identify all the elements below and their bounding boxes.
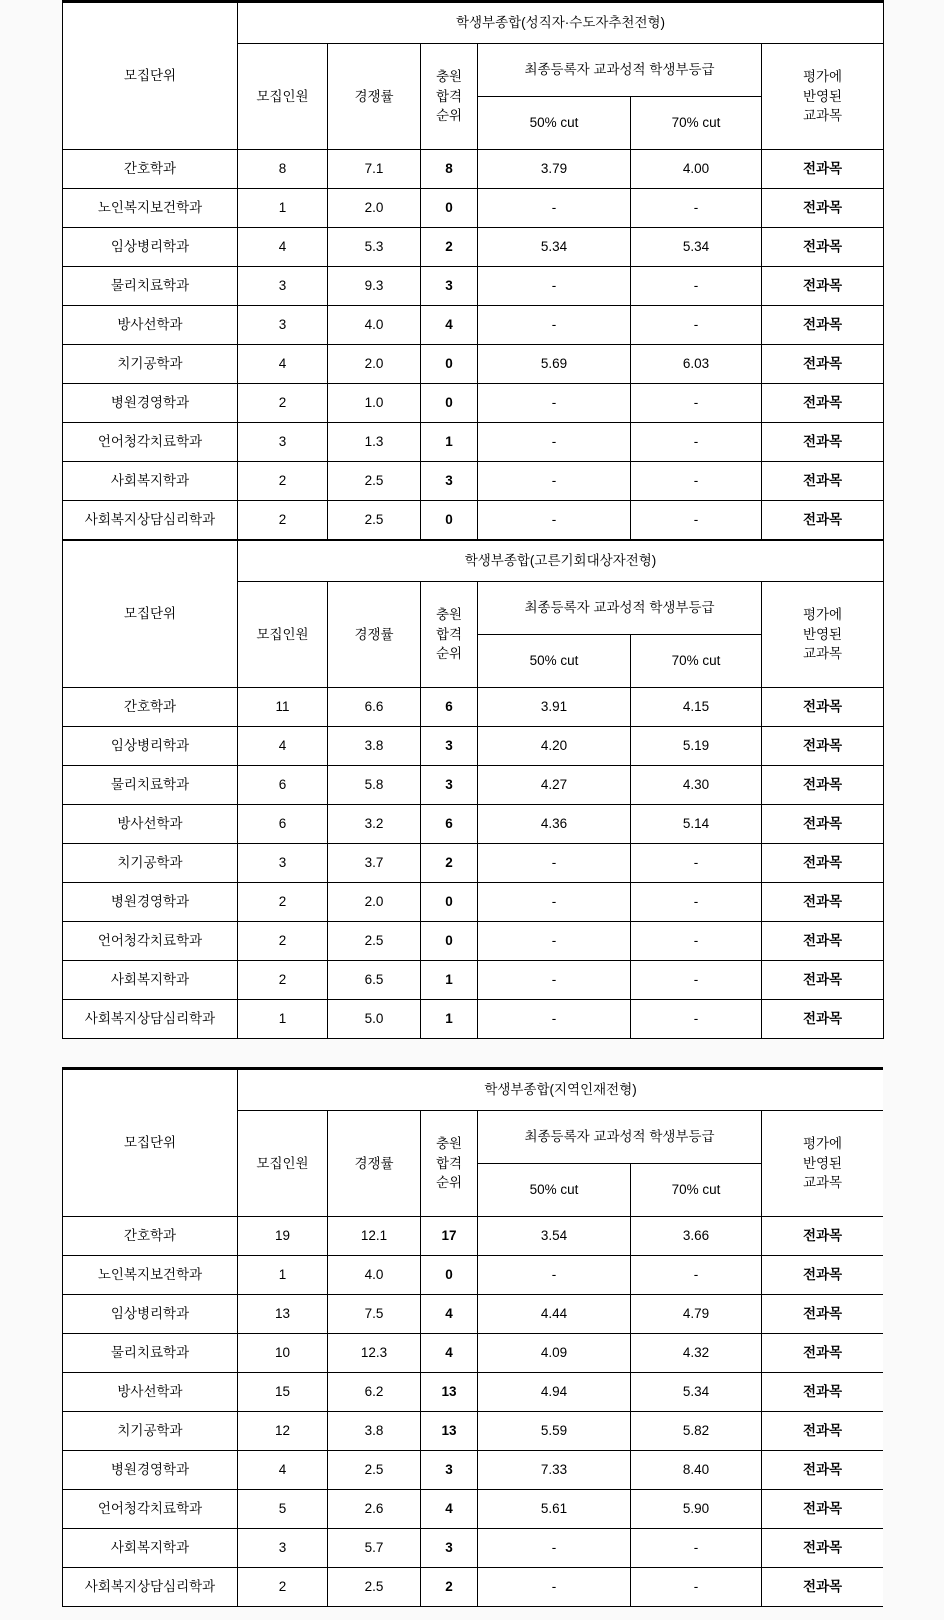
header-cut50: 50% cut (478, 97, 631, 150)
cell-cut70: 5.14 (631, 805, 762, 844)
table-body-2 (63, 688, 884, 1039)
cell-cut50: - (478, 267, 631, 306)
table-row (63, 1490, 884, 1529)
cell-subject: 전과목 (762, 1000, 884, 1039)
cell-subject: 전과목 (762, 1529, 884, 1568)
cell-rank: 13 (421, 1373, 478, 1412)
header-unit: 모집단위 (63, 1069, 238, 1217)
cell-cut50: - (478, 961, 631, 1000)
header-ratio: 경쟁률 (328, 1111, 421, 1217)
cell-rank: 6 (421, 805, 478, 844)
cell-quota: 4 (238, 727, 328, 766)
cell-department: 병원경영학과 (63, 883, 238, 922)
cell-department: 언어청각치료학과 (63, 1490, 238, 1529)
cell-cut50: - (478, 462, 631, 501)
cell-cut70: - (631, 267, 762, 306)
cell-cut70: 3.66 (631, 1217, 762, 1256)
cell-rank: 2 (421, 844, 478, 883)
cell-quota: 3 (238, 844, 328, 883)
cell-department: 언어청각치료학과 (63, 922, 238, 961)
table-row (63, 189, 884, 228)
header-quota: 모집인원 (238, 44, 328, 150)
header-rank (421, 582, 478, 688)
cell-cut70: 5.19 (631, 727, 762, 766)
cell-cut70: - (631, 883, 762, 922)
cell-cut70: 6.03 (631, 345, 762, 384)
cell-ratio: 12.1 (328, 1217, 421, 1256)
cell-quota: 1 (238, 189, 328, 228)
table-row (63, 1412, 884, 1451)
cell-cut50: - (478, 306, 631, 345)
cell-cut70: 4.79 (631, 1295, 762, 1334)
cell-department: 물리치료학과 (63, 267, 238, 306)
cell-department: 사회복지상담심리학과 (63, 1568, 238, 1607)
cell-rank: 8 (421, 150, 478, 189)
cell-subject: 전과목 (762, 423, 884, 462)
cell-quota: 2 (238, 462, 328, 501)
cell-quota: 2 (238, 384, 328, 423)
cell-ratio: 2.0 (328, 189, 421, 228)
header-rank-line2: 합격 (435, 1155, 463, 1171)
cell-rank: 1 (421, 1000, 478, 1039)
cell-rank: 0 (421, 501, 478, 540)
table-row (63, 267, 884, 306)
cell-ratio: 3.8 (328, 1412, 421, 1451)
cell-rank: 0 (421, 345, 478, 384)
header-subject (762, 1111, 884, 1217)
cell-department: 임상병리학과 (63, 727, 238, 766)
cell-subject: 전과목 (762, 501, 884, 540)
cell-department: 물리치료학과 (63, 766, 238, 805)
cell-subject: 전과목 (762, 805, 884, 844)
cell-quota: 2 (238, 961, 328, 1000)
header-unit: 모집단위 (63, 541, 238, 688)
table-row (63, 961, 884, 1000)
cell-subject: 전과목 (762, 228, 884, 267)
table-row (63, 1451, 884, 1490)
cell-ratio: 3.7 (328, 844, 421, 883)
table-body-1 (63, 150, 884, 540)
header-rank-line3: 순위 (435, 108, 463, 124)
cell-ratio: 1.0 (328, 384, 421, 423)
cell-rank: 3 (421, 462, 478, 501)
header-rank-line1: 충원 (435, 1136, 463, 1152)
cell-cut70: - (631, 1529, 762, 1568)
cell-subject: 전과목 (762, 766, 884, 805)
cell-department: 방사선학과 (63, 805, 238, 844)
cell-ratio: 5.7 (328, 1529, 421, 1568)
cell-cut50: - (478, 1000, 631, 1039)
header-admission-type: 학생부종합(성직자·수도자추천전형) (238, 2, 884, 44)
cell-subject: 전과목 (762, 384, 884, 423)
cell-department: 방사선학과 (63, 1373, 238, 1412)
cell-subject: 전과목 (762, 306, 884, 345)
cell-department: 병원경영학과 (63, 1451, 238, 1490)
cell-department: 치기공학과 (63, 1412, 238, 1451)
cell-subject: 전과목 (762, 961, 884, 1000)
cell-rank: 0 (421, 189, 478, 228)
cell-cut70: - (631, 462, 762, 501)
cell-cut70: 4.30 (631, 766, 762, 805)
cell-ratio: 7.1 (328, 150, 421, 189)
cell-cut50: - (478, 883, 631, 922)
header-admission-type: 학생부종합(지역인재전형) (238, 1069, 884, 1111)
cell-cut70: - (631, 423, 762, 462)
cell-cut50: 4.27 (478, 766, 631, 805)
cell-ratio: 2.5 (328, 1451, 421, 1490)
cell-department: 사회복지학과 (63, 961, 238, 1000)
cell-quota: 4 (238, 345, 328, 384)
cell-cut70: 4.32 (631, 1334, 762, 1373)
table-row (63, 345, 884, 384)
header-subject-line3: 교과목 (802, 646, 843, 662)
cell-subject: 전과목 (762, 1334, 884, 1373)
cell-rank: 2 (421, 228, 478, 267)
header-rank-line3: 순위 (435, 646, 463, 662)
header-quota: 모집인원 (238, 582, 328, 688)
cell-quota: 15 (238, 1373, 328, 1412)
table-row (63, 1217, 884, 1256)
cell-cut50: 5.69 (478, 345, 631, 384)
cell-rank: 3 (421, 267, 478, 306)
cell-ratio: 2.6 (328, 1490, 421, 1529)
cell-cut50: 4.09 (478, 1334, 631, 1373)
table-row (63, 1529, 884, 1568)
header-rank (421, 1111, 478, 1217)
table-row (63, 844, 884, 883)
cell-quota: 5 (238, 1490, 328, 1529)
table-row (63, 384, 884, 423)
table-row (63, 727, 884, 766)
header-subject-line2: 반영된 (802, 626, 843, 642)
cell-ratio: 12.3 (328, 1334, 421, 1373)
cell-ratio: 3.8 (328, 727, 421, 766)
cell-cut50: 3.54 (478, 1217, 631, 1256)
cell-cut50: 4.36 (478, 805, 631, 844)
cell-ratio: 6.6 (328, 688, 421, 727)
cell-quota: 4 (238, 1451, 328, 1490)
cell-cut50: - (478, 384, 631, 423)
cell-quota: 3 (238, 267, 328, 306)
cell-quota: 10 (238, 1334, 328, 1373)
cell-cut50: - (478, 1256, 631, 1295)
cell-department: 방사선학과 (63, 306, 238, 345)
header-subject (762, 582, 884, 688)
table-row (63, 1334, 884, 1373)
cell-department: 노인복지보건학과 (63, 1256, 238, 1295)
table-spacer (62, 1039, 883, 1067)
header-grade-group: 최종등록자 교과성적 학생부등급 (478, 582, 762, 635)
cell-department: 임상병리학과 (63, 1295, 238, 1334)
header-subject (762, 44, 884, 150)
cell-rank: 4 (421, 1295, 478, 1334)
table-row (63, 462, 884, 501)
header-admission-type: 학생부종합(고른기회대상자전형) (238, 541, 884, 582)
cell-cut50: 4.44 (478, 1295, 631, 1334)
cell-cut50: 5.34 (478, 228, 631, 267)
cell-rank: 0 (421, 922, 478, 961)
table-header-row-title (63, 1069, 884, 1111)
cell-department: 간호학과 (63, 1217, 238, 1256)
cell-ratio: 2.0 (328, 883, 421, 922)
cell-cut70: 4.00 (631, 150, 762, 189)
cell-department: 치기공학과 (63, 844, 238, 883)
cell-cut70: - (631, 384, 762, 423)
admissions-table-3-wrapper (62, 1067, 883, 1607)
cell-rank: 0 (421, 384, 478, 423)
cell-quota: 1 (238, 1000, 328, 1039)
cell-quota: 11 (238, 688, 328, 727)
table-row (63, 1256, 884, 1295)
header-cut70: 70% cut (631, 1164, 762, 1217)
cell-subject: 전과목 (762, 1412, 884, 1451)
header-subject-line2: 반영된 (802, 1155, 843, 1171)
cell-subject: 전과목 (762, 844, 884, 883)
cell-subject: 전과목 (762, 883, 884, 922)
cell-department: 사회복지학과 (63, 462, 238, 501)
table-row (63, 1568, 884, 1607)
cell-cut50: 3.79 (478, 150, 631, 189)
cell-quota: 2 (238, 501, 328, 540)
header-rank-line2: 합격 (435, 626, 463, 642)
cell-ratio: 2.5 (328, 462, 421, 501)
cell-cut50: 5.61 (478, 1490, 631, 1529)
table-header-row-title (63, 2, 884, 44)
cell-ratio: 1.3 (328, 423, 421, 462)
table-row (63, 766, 884, 805)
table-header-row-title (63, 541, 884, 582)
cell-department: 물리치료학과 (63, 1334, 238, 1373)
cell-quota: 6 (238, 766, 328, 805)
cell-quota: 3 (238, 306, 328, 345)
cell-cut50: - (478, 1529, 631, 1568)
cell-cut70: - (631, 1568, 762, 1607)
cell-cut70: - (631, 844, 762, 883)
cell-ratio: 2.0 (328, 345, 421, 384)
header-cut50: 50% cut (478, 635, 631, 688)
cell-quota: 1 (238, 1256, 328, 1295)
cell-cut70: 5.82 (631, 1412, 762, 1451)
header-rank-line2: 합격 (435, 88, 463, 104)
cell-rank: 1 (421, 423, 478, 462)
cell-cut50: - (478, 189, 631, 228)
cell-rank: 13 (421, 1412, 478, 1451)
cell-cut70: - (631, 1000, 762, 1039)
cell-cut70: - (631, 306, 762, 345)
cell-ratio: 2.5 (328, 501, 421, 540)
table-row (63, 423, 884, 462)
table-row (63, 228, 884, 267)
header-subject-line2: 반영된 (802, 88, 843, 104)
cell-cut50: 5.59 (478, 1412, 631, 1451)
table-row (63, 883, 884, 922)
cell-cut50: - (478, 423, 631, 462)
cell-quota: 19 (238, 1217, 328, 1256)
header-subject-line1: 평가에 (802, 69, 843, 85)
cell-cut70: 4.15 (631, 688, 762, 727)
cell-cut50: 7.33 (478, 1451, 631, 1490)
cell-subject: 전과목 (762, 1373, 884, 1412)
cell-cut70: 5.34 (631, 1373, 762, 1412)
cell-subject: 전과목 (762, 727, 884, 766)
cell-department: 노인복지보건학과 (63, 189, 238, 228)
cell-subject: 전과목 (762, 1490, 884, 1529)
header-cut50: 50% cut (478, 1164, 631, 1217)
header-subject-line3: 교과목 (802, 108, 843, 124)
cell-quota: 3 (238, 423, 328, 462)
table-row (63, 501, 884, 540)
cell-department: 사회복지상담심리학과 (63, 1000, 238, 1039)
header-rank-line1: 충원 (435, 69, 463, 85)
header-ratio: 경쟁률 (328, 582, 421, 688)
cell-department: 임상병리학과 (63, 228, 238, 267)
cell-ratio: 2.5 (328, 922, 421, 961)
cell-rank: 3 (421, 727, 478, 766)
table-row (63, 688, 884, 727)
table-row (63, 1373, 884, 1412)
cell-cut70: - (631, 501, 762, 540)
table-body-3 (63, 1217, 884, 1607)
cell-quota: 6 (238, 805, 328, 844)
cell-subject: 전과목 (762, 1217, 884, 1256)
cell-ratio: 9.3 (328, 267, 421, 306)
cell-cut70: - (631, 961, 762, 1000)
cell-subject: 전과목 (762, 462, 884, 501)
cell-rank: 6 (421, 688, 478, 727)
table-row (63, 805, 884, 844)
cell-subject: 전과목 (762, 922, 884, 961)
cell-ratio: 4.0 (328, 306, 421, 345)
cell-department: 치기공학과 (63, 345, 238, 384)
cell-cut50: - (478, 1568, 631, 1607)
cell-ratio: 7.5 (328, 1295, 421, 1334)
cell-subject: 전과목 (762, 1295, 884, 1334)
cell-quota: 2 (238, 1568, 328, 1607)
cell-ratio: 5.0 (328, 1000, 421, 1039)
cell-rank: 17 (421, 1217, 478, 1256)
cell-rank: 4 (421, 1490, 478, 1529)
cell-cut70: 8.40 (631, 1451, 762, 1490)
cell-rank: 0 (421, 1256, 478, 1295)
cell-subject: 전과목 (762, 688, 884, 727)
cell-rank: 2 (421, 1568, 478, 1607)
cell-department: 병원경영학과 (63, 384, 238, 423)
header-subject-line1: 평가에 (802, 1136, 843, 1152)
cell-quota: 8 (238, 150, 328, 189)
cell-ratio: 5.8 (328, 766, 421, 805)
table-row (63, 1000, 884, 1039)
cell-quota: 12 (238, 1412, 328, 1451)
cell-subject: 전과목 (762, 189, 884, 228)
cell-subject: 전과목 (762, 1256, 884, 1295)
cell-ratio: 4.0 (328, 1256, 421, 1295)
table-row (63, 306, 884, 345)
cell-subject: 전과목 (762, 150, 884, 189)
header-subject-line3: 교과목 (802, 1175, 843, 1191)
cell-rank: 3 (421, 766, 478, 805)
cell-rank: 3 (421, 1529, 478, 1568)
cell-cut50: - (478, 844, 631, 883)
cell-ratio: 5.3 (328, 228, 421, 267)
admissions-table-3 (62, 1067, 883, 1607)
cell-ratio: 6.2 (328, 1373, 421, 1412)
cell-subject: 전과목 (762, 267, 884, 306)
admissions-table-2 (62, 540, 884, 1039)
header-rank-line1: 충원 (435, 607, 463, 623)
cell-quota: 4 (238, 228, 328, 267)
cell-department: 사회복지상담심리학과 (63, 501, 238, 540)
cell-department: 언어청각치료학과 (63, 423, 238, 462)
header-grade-group: 최종등록자 교과성적 학생부등급 (478, 44, 762, 97)
header-cut70: 70% cut (631, 97, 762, 150)
cell-cut50: 4.20 (478, 727, 631, 766)
cell-department: 사회복지학과 (63, 1529, 238, 1568)
table-row (63, 1295, 884, 1334)
cell-cut70: - (631, 922, 762, 961)
header-unit: 모집단위 (63, 2, 238, 150)
cell-quota: 13 (238, 1295, 328, 1334)
cell-department: 간호학과 (63, 150, 238, 189)
cell-quota: 3 (238, 1529, 328, 1568)
cell-department: 간호학과 (63, 688, 238, 727)
cell-cut50: 4.94 (478, 1373, 631, 1412)
cell-subject: 전과목 (762, 1451, 884, 1490)
cell-subject: 전과목 (762, 345, 884, 384)
header-rank (421, 44, 478, 150)
cell-quota: 2 (238, 883, 328, 922)
header-rank-line3: 순위 (435, 1175, 463, 1191)
table-row (63, 922, 884, 961)
table-row (63, 150, 884, 189)
admissions-table-1 (62, 0, 884, 540)
cell-ratio: 3.2 (328, 805, 421, 844)
cell-quota: 2 (238, 922, 328, 961)
header-ratio: 경쟁률 (328, 44, 421, 150)
cell-rank: 4 (421, 306, 478, 345)
cell-subject: 전과목 (762, 1568, 884, 1607)
header-quota: 모집인원 (238, 1111, 328, 1217)
cell-cut50: - (478, 922, 631, 961)
header-subject-line1: 평가에 (802, 607, 843, 623)
cell-rank: 4 (421, 1334, 478, 1373)
cell-ratio: 6.5 (328, 961, 421, 1000)
cell-rank: 3 (421, 1451, 478, 1490)
cell-cut70: - (631, 1256, 762, 1295)
header-cut70: 70% cut (631, 635, 762, 688)
cell-cut70: 5.90 (631, 1490, 762, 1529)
cell-ratio: 2.5 (328, 1568, 421, 1607)
cell-cut70: - (631, 189, 762, 228)
header-grade-group: 최종등록자 교과성적 학생부등급 (478, 1111, 762, 1164)
cell-cut50: 3.91 (478, 688, 631, 727)
cell-cut50: - (478, 501, 631, 540)
cell-cut70: 5.34 (631, 228, 762, 267)
cell-rank: 0 (421, 883, 478, 922)
cell-rank: 1 (421, 961, 478, 1000)
